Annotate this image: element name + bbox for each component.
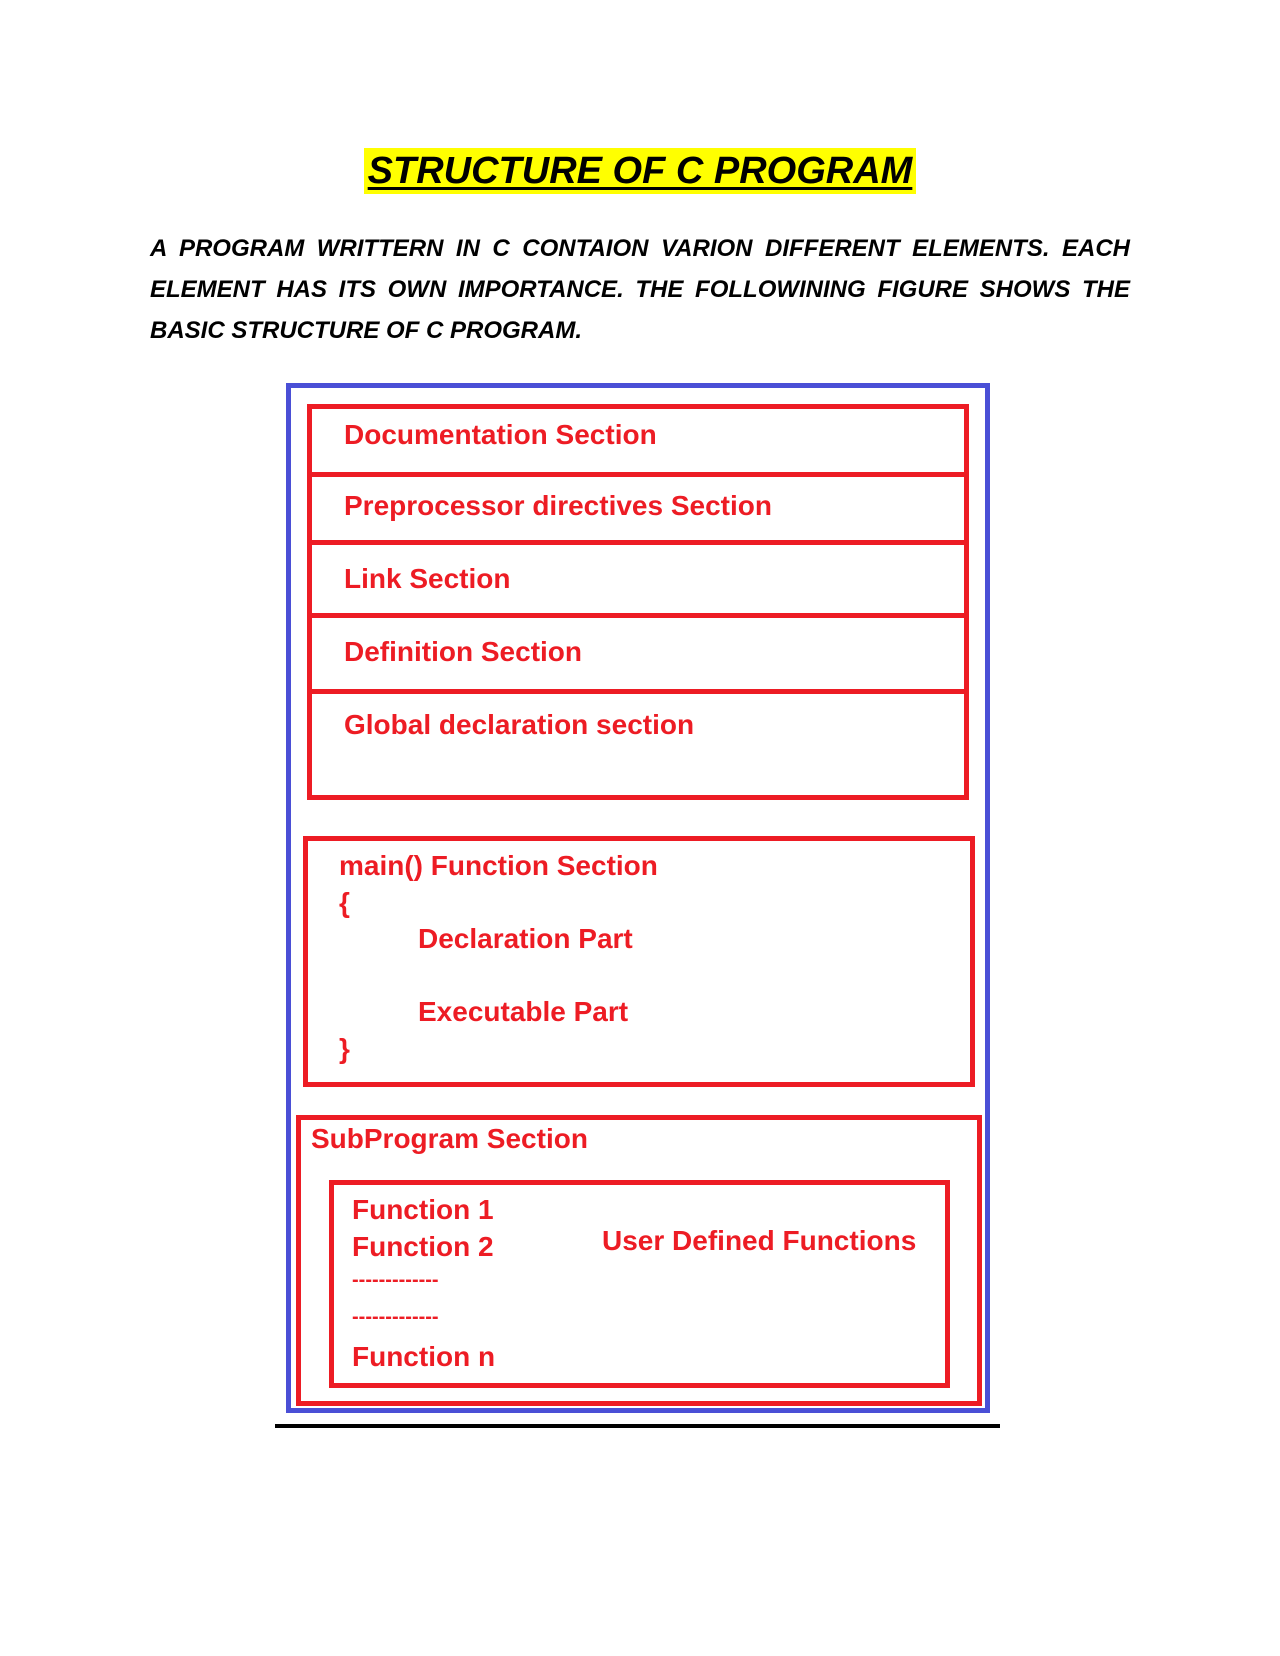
section-divider [307, 540, 969, 545]
user-defined-functions-label: User Defined Functions [602, 1225, 917, 1256]
global-declaration-section-label: Global declaration section [344, 709, 695, 740]
link-section-label: Link Section [344, 563, 511, 594]
title-container [0, 148, 1280, 194]
function-n-label: Function n [352, 1341, 496, 1372]
section-divider [307, 689, 969, 694]
documentation-section-label: Documentation Section [344, 419, 657, 450]
section-divider [307, 613, 969, 618]
main-function-heading: main() Function Section [339, 850, 658, 881]
definition-section-label: Definition Section [344, 636, 582, 667]
program-structure-diagram [286, 383, 990, 1413]
subprogram-heading: SubProgram Section [311, 1123, 588, 1154]
intro-paragraph: A PROGRAM WRITTERN IN C CONTAION VARION DIFFERENT ELEMENTS. EACH ELEMENT HAS ITS OWN IMPORTANCE. THE FOLLOWINING FIGURE SHOWS THE BASIC STRUCTURE OF C PROGRAM. [150, 235, 1130, 344]
page-title: STRUCTURE OF C PROGRAM [364, 148, 917, 194]
declaration-part-label: Declaration Part [418, 923, 633, 954]
function-2-label: Function 2 [352, 1231, 494, 1262]
ellipsis-line: ------------- [352, 1306, 439, 1328]
ellipsis-line: ------------- [352, 1269, 439, 1291]
preprocessor-section-label: Preprocessor directives Section [344, 490, 772, 521]
section-divider [307, 472, 969, 477]
open-brace: { [339, 887, 350, 918]
function-1-label: Function 1 [352, 1194, 494, 1225]
footer-rule [275, 1424, 1000, 1428]
executable-part-label: Executable Part [418, 996, 629, 1027]
close-brace: } [339, 1033, 350, 1064]
